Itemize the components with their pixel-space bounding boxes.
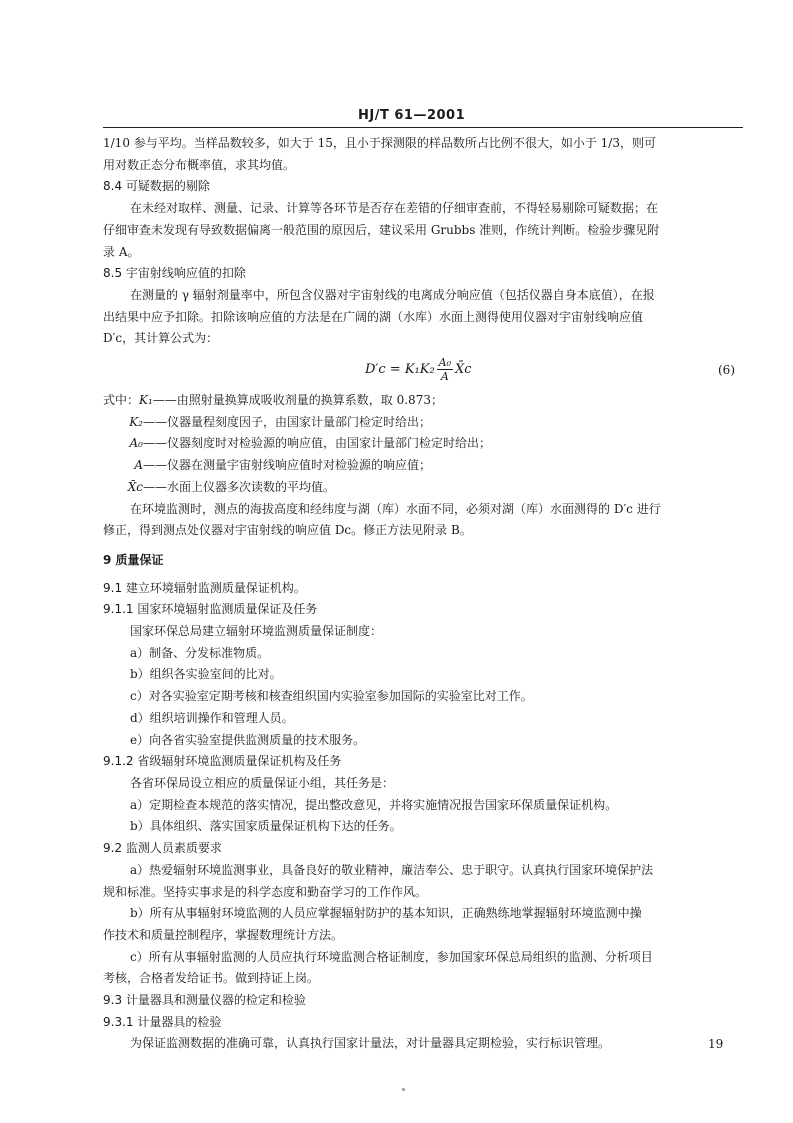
paragraph-line: 在未经对取样、测量、记录、计算等各环节是否存在差错的仔细审查前，不得轻易剔除可疑数据；在 [130, 201, 659, 216]
definition-row [103, 433, 743, 455]
definition-row [103, 412, 743, 434]
formula-expression [365, 356, 472, 383]
paragraph-line: 为保证监测数据的准确可靠，认真执行国家计量法，对计量器具定期检验，实行标识管理。 [130, 1036, 611, 1051]
section-heading-9: 9 质量保证 [103, 552, 164, 567]
list-item: a）热爱辐射环境监测事业，具备良好的敬业精神，廉洁奉公、忠于职守。认真执行国家环境保护法 [130, 862, 654, 877]
where-label: 式中： [103, 393, 140, 408]
list-item-continuation: 作技术和质量控制程序，掌握数理统计方法。 [103, 927, 344, 942]
paragraph-line: 修正，得到测点处仪器对宇宙射线的响应值 Dc。修正方法见附录 B。 [103, 523, 472, 538]
paragraph-line: 在测量的 γ 辐射剂量率中，所包含仪器对宇宙射线的电离成分响应值（包括仪器自身本底值），在报 [130, 287, 655, 302]
document-body [103, 133, 743, 1055]
definition-text: ——水面上仪器多次读数的平均值。 [143, 479, 336, 494]
definition-symbol: X̄c [127, 479, 143, 494]
section-heading-9-1-2: 9.1.2 省级辐射环境监测质量保证机构及任务 [103, 754, 342, 769]
list-item: b）具体组织、落实国家质量保证机构下达的任务。 [130, 819, 402, 834]
equation-number: (6) [718, 363, 735, 378]
formula-rhs: X̄c [455, 361, 472, 377]
list-item: d）组织培训操作和管理人员。 [130, 710, 294, 725]
paragraph-line: 在环境监测时，测点的海拔高度和经纬度与湖（库）水面不同，必须对湖（库）水面测得的 D′c 进行 [130, 501, 661, 516]
paragraph-line: 仔细审查未发现有导致数据偏离一般范围的原因后，建议采用 Grubbs 准则，作统计判断。检验步骤见附 [103, 222, 660, 237]
list-item: a）定期检查本规范的落实情况，提出整改意见，并将实施情况报告国家环保质量保证机构。 [130, 797, 618, 812]
definition-symbol: K₁ [139, 393, 153, 408]
section-heading-9-3-1: 9.3.1 计量器具的检验 [103, 1014, 222, 1029]
section-heading-9-2: 9.2 监测人员素质要求 [103, 841, 222, 856]
section-heading-9-1: 9.1 建立环境辐射监测质量保证机构。 [103, 580, 306, 595]
definition-text: ——由照射量换算成吸收剂量的换算系数，取 0.873； [152, 393, 443, 408]
section-heading-8-4: 8.4 可疑数据的剔除 [103, 179, 210, 194]
definition-text: ——仪器刻度时对检验源的响应值，由国家计量部门检定时给出； [143, 436, 492, 451]
scan-speck [402, 1088, 405, 1091]
paragraph-line: 各省环保局设立相应的质量保证小组，其任务是： [130, 775, 395, 790]
list-item: b）所有从事辐射环境监测的人员应掌握辐射防护的基本知识，正确熟练地掌握辐射环境监测中操 [130, 906, 642, 921]
paragraph-line: 出结果中应予扣除。扣除该响应值的方法是在广阔的湖（水库）水面上测得使用仪器对宇宙射线响应值 [103, 309, 644, 324]
paragraph-line: 国家环保总局建立辐射环境监测质量保证制度： [130, 624, 383, 639]
fraction-numerator: A₀ [438, 356, 452, 370]
definition-row [103, 390, 743, 412]
list-item: e）向各省实验室提供监测质量的技术服务。 [130, 732, 366, 747]
list-item: b）组织各实验室间的比对。 [130, 667, 282, 682]
list-item: c）所有从事辐射监测的人员应执行环境监测合格证制度，参加国家环保总局组织的监测、分析项目 [130, 949, 653, 964]
definition-symbol: K₂ [129, 414, 143, 429]
section-heading-8-5: 8.5 宇宙射线响应值的扣除 [103, 266, 246, 281]
header-rule [103, 127, 743, 128]
paragraph-line: D′c，其计算公式为： [103, 331, 219, 346]
list-item-continuation: 规和标准。坚持实事求是的科学态度和勤奋学习的工作作风。 [103, 884, 428, 899]
definition-row [103, 477, 743, 499]
intro-line: 1/10 参与平均。当样品数较多，如大于 15，且小于探测限的样品数所占比例不很大，如小于 1/3，则可 [103, 136, 656, 150]
fraction-denominator: A [440, 370, 449, 384]
formula-6 [103, 352, 743, 388]
page-number: 19 [708, 1037, 724, 1051]
definition-symbol: A₀ [129, 436, 143, 451]
paragraph-line: 录 A。 [103, 244, 140, 259]
definition-symbol: A [134, 458, 143, 473]
list-item: a）制备、分发标准物质。 [130, 645, 270, 660]
intro-line: 用对数正态分布概率值，求其均值。 [103, 157, 296, 172]
definition-row [103, 455, 743, 477]
definition-text: ——仪器量程刻度因子，由国家计量部门检定时给出； [143, 414, 432, 429]
section-heading-9-3: 9.3 计量器具和测量仪器的检定和检验 [103, 993, 306, 1008]
formula-fraction [437, 356, 453, 383]
list-item: c）对各实验室定期考核和核查组织国内实验室参加国际的实验室比对工作。 [130, 689, 533, 704]
section-heading-9-1-1: 9.1.1 国家环境辐射监测质量保证及任务 [103, 602, 318, 617]
definition-text: ——仪器在测量宇宙射线响应值时对检验源的响应值； [143, 458, 432, 473]
standard-code-header: HJ/T 61—2001 [358, 108, 466, 123]
list-item-continuation: 考核，合格者发给证书。做到持证上岗。 [103, 971, 320, 986]
formula-lhs: D′c = K₁K₂ [365, 361, 435, 377]
